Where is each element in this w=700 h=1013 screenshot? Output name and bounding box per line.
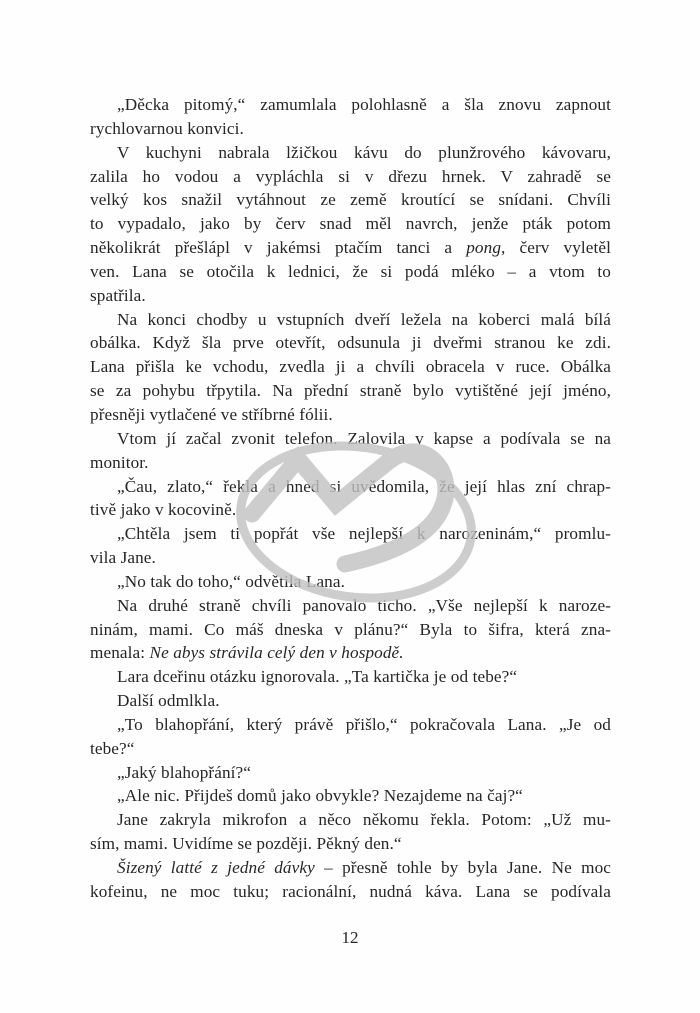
text-run: Na konci chodby u vstupních dveří ležela na koberci malá bílá (117, 309, 611, 329)
text-line (90, 522, 611, 546)
text-run: vila Jane. (90, 548, 156, 568)
text-run: Lana přišla ke vchodu, zvedla ji a chvíli obracela v ruce. Obálka (90, 357, 611, 377)
text-line (90, 212, 611, 236)
text-line (90, 379, 611, 403)
text-line (90, 451, 611, 475)
text-run: zalila ho vodou a vypláchla si v dřezu hrnek. V zahradě se (90, 166, 611, 186)
text-line (90, 117, 611, 141)
text-run: „Jaký blahopřání?“ (117, 762, 251, 782)
text-run: se za pohybu třpytila. Na přední straně bylo vytištěné její jméno, (90, 381, 611, 401)
text-run: Další odmlkla. (117, 691, 220, 711)
text-run: V kuchyni nabrala lžičkou kávu do plunžrového kávovaru, (117, 142, 611, 162)
text-line (90, 141, 611, 165)
text-line (90, 403, 611, 427)
page-number: 12 (341, 928, 359, 947)
text-run: „Ale nic. Přijdeš domů jako obvykle? Nezajdeme na čaj?“ (117, 786, 523, 806)
text-line (90, 284, 611, 308)
text-line (90, 260, 611, 284)
text-line (90, 641, 611, 665)
text-run: sím, mami. Uvidíme se později. Pěkný den.“ (90, 834, 402, 854)
text-run: Lara dceřinu otázku ignorovala. „Ta kartička je od tebe?“ (117, 667, 518, 687)
text-line (90, 236, 611, 260)
text-run: ninám, mami. Co máš dneska v plánu?“ Byla to šifra, která zna- (90, 619, 611, 639)
text-run: ven. Lana se otočila k lednici, že si podá mléko – a vtom to (90, 261, 611, 281)
text-run: obálka. Když šla prve otevřít, odsunula ji dveřmi stranou ke zdi. (90, 333, 611, 353)
text-run: Na druhé straně chvíli panovalo ticho. „Vše nejlepší k naroze- (117, 595, 611, 615)
text-line (90, 355, 611, 379)
text-line (90, 618, 611, 642)
text-line (90, 761, 611, 785)
text-line (90, 427, 611, 451)
text-line (90, 331, 611, 355)
text-line (90, 546, 611, 570)
text-line (90, 832, 611, 856)
italic-text-run: Ne abys strávila celý den v hospodě. (149, 643, 404, 663)
text-line (90, 594, 611, 618)
text-line (90, 475, 611, 499)
text-line (90, 188, 611, 212)
italic-text-run: Šizený latté z jedné dávky (117, 858, 315, 877)
text-run: kofeinu, ne moc tuku; racionální, nudná káva. Lana se podívala (90, 881, 611, 901)
text-run: to vypadalo, jako by červ snad měl navrch, jenže pták potom (90, 214, 611, 234)
text-line (90, 498, 611, 522)
text-line (90, 665, 611, 689)
text-run: spatřila. (90, 285, 146, 305)
text-line (90, 308, 611, 332)
text-line (90, 737, 611, 761)
text-line (90, 689, 611, 713)
text-run: monitor. (90, 452, 149, 472)
text-line (90, 784, 611, 808)
text-run: tivě jako v kocovině. (90, 500, 237, 520)
text-run: „Čau, zlato,“ řekla a hned si uvědomila, že její hlas zní chrap- (117, 476, 611, 496)
text-run: přesněji vytlačené ve stříbrné fólii. (90, 404, 333, 424)
text-run: „Děcka pitomý,“ zamumlala polohlasně a šla znovu zapnout (117, 95, 611, 114)
text-line (90, 93, 611, 117)
text-run: Vtom jí začal zvonit telefon. Zalovila v kapse a podívala se na (117, 428, 611, 448)
text-line (90, 570, 611, 594)
text-line (90, 880, 611, 904)
text-line (90, 713, 611, 737)
text-run: velký kos snažil vytáhnout ze země kroutící se snídani. Chvíli (90, 190, 611, 210)
text-run: několikrát přešlápl v jakémsi ptačím tanci a (90, 238, 467, 258)
page-text (90, 93, 611, 904)
text-run: „No tak do toho,“ odvětila Lana. (117, 571, 345, 591)
text-run: menala: (90, 643, 150, 663)
text-run: , červ vyletěl (501, 238, 611, 258)
text-run: Jane zakryla mikrofon a něco někomu řekla. Potom: „Už mu- (117, 810, 611, 830)
italic-text-run: pong (466, 238, 502, 258)
text-run: – přesně tohle by byla Jane. Ne moc (314, 858, 611, 877)
text-run: „To blahopřání, který právě přišlo,“ pokračovala Lana. „Je od (117, 714, 611, 734)
text-run: „Chtěla jsem ti popřát vše nejlepší k narozeninám,“ promlu- (117, 524, 611, 544)
text-line (90, 165, 611, 189)
text-run: rychlovarnou konvici. (90, 118, 244, 138)
text-line (90, 808, 611, 832)
text-run: tebe?“ (90, 738, 135, 758)
text-line (90, 856, 611, 880)
